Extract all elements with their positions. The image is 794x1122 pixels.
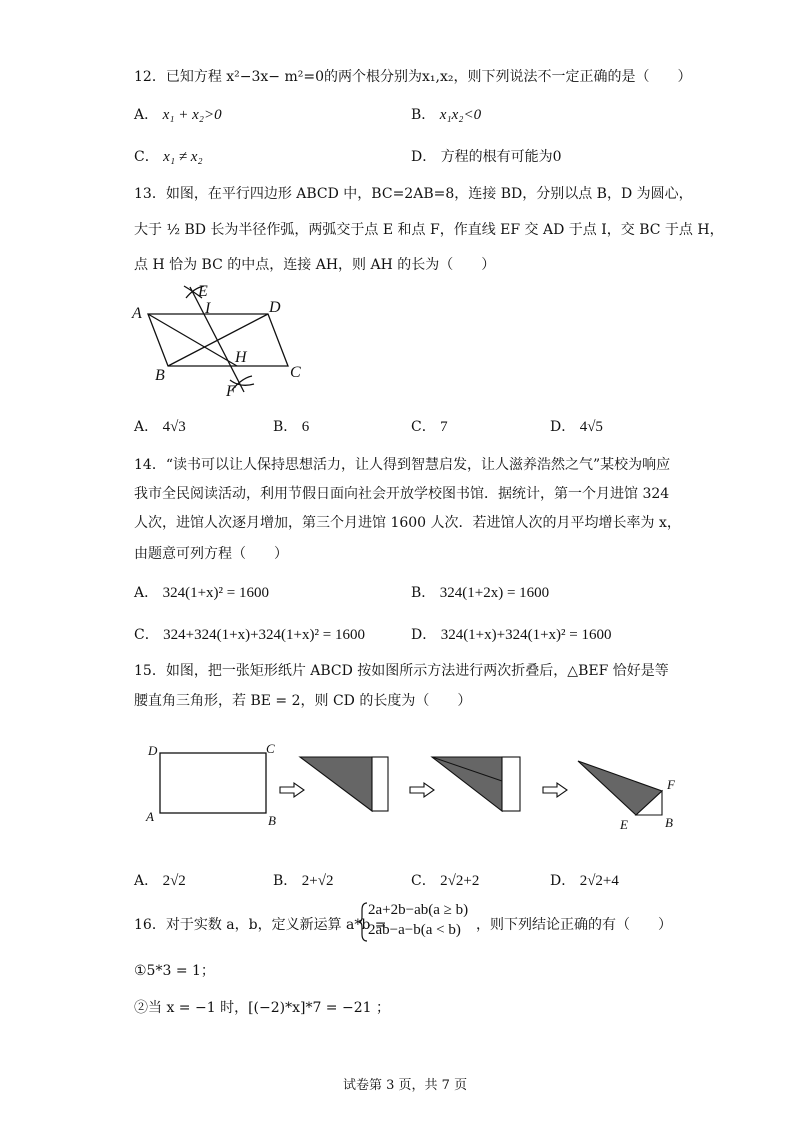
label-e: E [198,283,208,300]
rect-label-d: D [148,743,158,758]
q14-line-3: 人次，进馆人次逐月增加，第三个月进馆 1600 人次．若进馆人次的月平均增长率为 x， [134,515,681,531]
line-ef [190,287,244,392]
q15-line-2: 腰直角三角形，若 BE = 2，则 CD 的长度为（ ） [134,693,472,709]
segment-ah [148,314,237,366]
option-label: C． [411,419,436,435]
option-label: D． [411,627,437,643]
option-label: A． [134,873,159,889]
q13-option-d [550,416,603,436]
q12-option-b [411,104,481,124]
option-label: B． [411,585,436,601]
arrow-1 [280,783,304,797]
option-text: 7 [440,419,448,435]
q14-line-1: 14．“读书可以让人保持思想活力，让人得到智慧启发，让人滋养浩然之气”某校为响应 [134,457,671,473]
left-brace-icon [358,902,368,942]
option-text: 324+324(1+x)+324(1+x)² = 1600 [163,627,365,643]
option-text: 324(1+x)+324(1+x)² = 1600 [440,627,612,643]
fold-1-strip [372,757,388,811]
diagonal-bd [168,314,268,366]
option-label: B． [273,419,298,435]
option-text: 4√5 [579,419,603,435]
rectangle-abcd [160,753,266,813]
option-text: 2√2+4 [579,873,619,889]
option-text: x₁ + x₂>0 [162,107,222,123]
page-footer: 试卷第 3 页，共 7 页 [343,1078,468,1093]
label-h: H [235,349,247,366]
option-text: x₁x₂<0 [439,107,482,123]
option-text: 方程的根有可能为0 [440,149,562,165]
q16-case-2: 2ab−a−b(a < b) [368,922,461,938]
q13-option-a [134,416,186,436]
final-label-f: F [667,777,675,792]
label-f: F [226,383,236,400]
option-label: A． [134,107,159,123]
q16-stem-suffix: ，则下列结论正确的有（ ） [476,917,672,933]
q13-parallelogram-figure [128,280,318,402]
q14-option-b [411,582,549,602]
label-i: I [205,300,211,317]
option-text: 2√2 [162,873,186,889]
option-label: A． [134,585,159,601]
q12-stem: 12．已知方程 x²−3x− m²=0的两个根分别为x₁,x₂，则下列说法不一定正确的是（ ） [134,69,692,85]
q14-option-c [134,624,365,644]
q15-folding-figure [140,735,700,835]
option-text: x₁ ≠ x₂ [163,149,203,165]
rect-label-a: A [146,809,154,824]
q13-line-1: 13．如图，在平行四边形 ABCD 中，BC=2AB=8，连接 BD，分别以点 B，D 为圆心， [134,186,693,202]
option-label: C． [411,873,436,889]
final-label-e: E [620,817,628,832]
rect-label-c: C [266,741,275,756]
q12-option-a [134,104,222,124]
rect-label-b: B [268,813,276,828]
option-label: C． [134,627,159,643]
label-c: C [290,364,301,381]
arrow-3 [543,783,567,797]
q12-option-d [411,146,562,166]
option-text: 2√2+2 [440,873,480,889]
q14-option-d [411,624,612,644]
arrow-2 [410,783,434,797]
q15-option-b [273,870,333,890]
label-a: A [132,305,142,322]
fold-2-strip [502,757,520,811]
option-text: 4√3 [162,419,186,435]
option-text: 324(1+x)² = 1600 [162,585,269,601]
final-label-b: B [665,815,673,830]
q14-line-2: 我市全民阅读活动，利用节假日面向社会开放学校图书馆．据统计，第一个月进馆 324 [134,486,670,502]
label-b: B [155,367,165,384]
label-d: D [269,299,281,316]
fold-2-triangle [432,757,502,811]
option-text: 6 [301,419,310,435]
q14-line-4: 由题意可列方程（ ） [134,546,288,562]
option-label: D． [550,873,576,889]
q16-case-1: 2a+2b−ab(a ≥ b) [368,902,469,918]
option-label: D． [411,149,437,165]
q15-option-c [411,870,479,890]
option-label: D． [550,419,576,435]
option-label: C． [134,149,159,165]
q13-line-2: 大于 ½ BD 长为半径作弧，两弧交于点 E 和点 F，作直线 EF 交 AD 于点 I，交 BC 于点 H， [134,222,724,238]
q15-option-a [134,870,186,890]
option-label: B． [411,107,436,123]
option-label: B． [273,873,298,889]
q12-option-c [134,146,203,166]
q16-item-1: ①5*3 = 1； [134,963,215,979]
option-text: 2+√2 [301,873,334,889]
option-text: 324(1+2x) = 1600 [439,585,550,601]
q15-line-1: 15．如图，把一张矩形纸片 ABCD 按如图所示方法进行两次折叠后，△BEF 恰好是等 [134,663,669,679]
q16-item-2: ②当 x = −1 时，[(−2)*x]*7 = −21 ； [134,1000,390,1016]
fold-1-triangle [300,757,372,811]
q13-option-b [273,416,309,436]
option-label: A． [134,419,159,435]
q16-stem-prefix: 16．对于实数 a，b，定义新运算 a*b = [134,917,387,933]
q13-option-c [411,416,448,436]
q13-line-3: 点 H 恰为 BC 的中点，连接 AH，则 AH 的长为（ ） [134,257,496,273]
q14-option-a [134,582,269,602]
q15-option-d [550,870,619,890]
